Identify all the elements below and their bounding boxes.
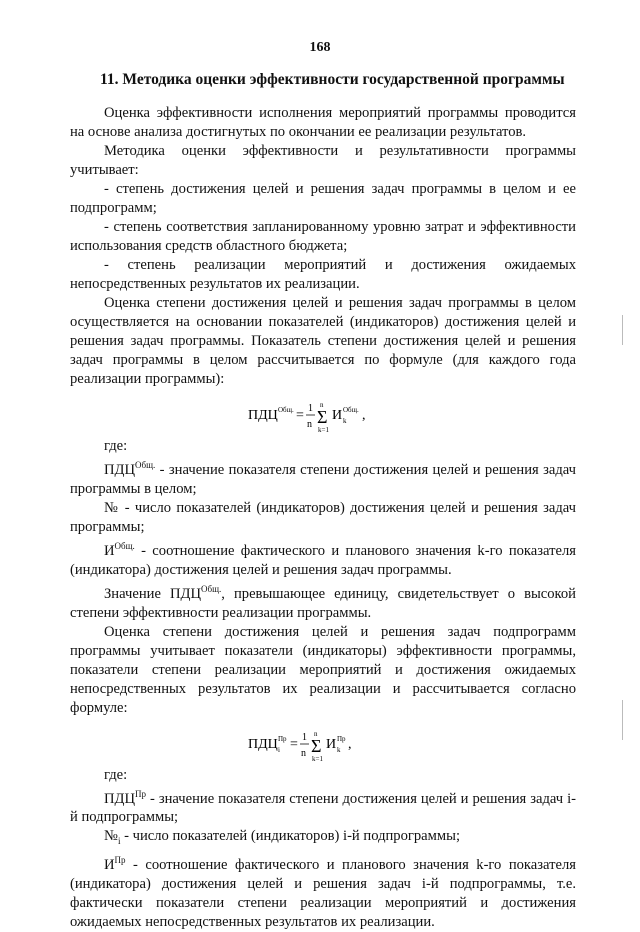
def-symbol: № xyxy=(104,828,118,845)
paragraph: Оценка степени достижения целей и решения задач подпрограмм программы учитывает показатели (индикаторы) эффективности программы, показатели степени реализации мероприятий и достижения ожидаемых непосредственных результатов их реализации и рассчитывается согласно формуле: xyxy=(70,623,576,716)
definition xyxy=(70,499,576,537)
definition xyxy=(70,537,576,580)
definition xyxy=(70,785,576,828)
formula-term-sub: k xyxy=(343,417,347,425)
def-symbol-sup: Пр xyxy=(135,788,147,799)
page-number: 168 xyxy=(309,40,331,55)
def-text: - значение показателя степени достижения целей и решения задач программы в целом; xyxy=(70,461,576,497)
sum-sign: Σ xyxy=(311,735,322,756)
list-item: - степень соответствия запланированному уровню затрат и эффективности использования средств областного бюджета; xyxy=(70,219,576,254)
formula-sum-top: n xyxy=(314,729,318,738)
formula-lhs: ПДЦ xyxy=(248,408,278,423)
def-symbol-sub: i xyxy=(117,836,121,847)
formula-sum-top: n xyxy=(320,401,324,409)
formula-tail: , xyxy=(362,408,366,423)
scan-margin-mark xyxy=(622,700,623,740)
def-text: - число показателей (индикаторов) достижения целей и решения задач программы; xyxy=(70,499,576,535)
def-symbol: И xyxy=(104,542,115,559)
paragraph: Методика оценки эффективности и результативности программы учитывает: xyxy=(70,143,576,178)
formula-num: 1 xyxy=(302,731,307,743)
formula-lhs-sub: i xyxy=(278,745,280,754)
formula-den: n xyxy=(307,419,312,430)
formula-term-sub: k xyxy=(337,745,341,754)
formula-eq: = xyxy=(296,408,304,423)
def-text: - значение показателя степени достижения целей и решения задач i-й подпрограммы; xyxy=(70,790,576,826)
list-item: - степень реализации мероприятий и достижения ожидаемых непосредственных результатов их реализации. xyxy=(70,257,576,292)
formula-lhs: ПДЦ xyxy=(248,736,278,752)
formula-term: И xyxy=(332,408,343,423)
formula-subprogram xyxy=(70,728,576,762)
formula-sum-bot: k=1 xyxy=(318,426,329,433)
formula-sum-bot: k=1 xyxy=(312,754,323,762)
inline-text: , превышающее единицу, свидетельствует о высокой степени эффективности реализации программы. xyxy=(70,585,576,621)
document-body xyxy=(70,104,576,932)
formula-term-sup: Общ. xyxy=(343,406,359,414)
inline-sup: Общ. xyxy=(201,583,222,594)
formula-term-sup: Пр xyxy=(337,734,346,743)
formula-lhs-sup: Общ. xyxy=(278,406,294,414)
def-symbol: № xyxy=(104,499,120,516)
def-text: - соотношение фактического и планового значения k-го показателя (индикатора) достижения целей и решения задач программы. xyxy=(70,542,576,578)
formula-lhs-sup: Пр xyxy=(278,734,287,743)
formula-term: И xyxy=(326,736,337,752)
inline-text: Значение ПДЦ xyxy=(104,585,202,602)
def-symbol-sup: Пр xyxy=(114,855,126,866)
section-title: 11. Методика оценки эффективности государственной программы xyxy=(100,71,565,88)
paragraph: Оценка степени достижения целей и решения задач программы в целом осуществляется на основании показателей (индикаторов) достижения целей и решения задач программы. Показатель степени достижения целей и решения задач программы в целом рассчитывается по формуле (для каждого года реализации программы): xyxy=(70,295,576,387)
def-symbol-sup: Общ. xyxy=(135,460,156,470)
list-item: - степень достижения целей и решения задач программы в целом и ее подпрограмм; xyxy=(70,181,576,216)
formula-tail: , xyxy=(348,736,352,752)
sum-sign: Σ xyxy=(317,407,328,427)
paragraph: Оценка эффективности исполнения мероприятий программы проводится на основе анализа достигнутых по окончании ее реализации результатов. xyxy=(70,105,576,140)
def-symbol: ПДЦ xyxy=(104,790,136,807)
formula-eq: = xyxy=(290,736,298,752)
def-symbol: ПДЦ xyxy=(104,461,136,478)
def-text: - соотношение фактического и планового значения k-го показателя (индикатора) достижения целей и решения задач i-й подпрограммы, т.е. фактически показатели степени реализации мероприятий и достижения ожидаемых непосредственных результатов их реализации. xyxy=(70,857,576,931)
definition xyxy=(70,456,576,499)
definition xyxy=(70,827,576,851)
def-text: - число показателей (индикаторов) i-й подпрограммы; xyxy=(120,828,460,845)
formula-num: 1 xyxy=(308,403,313,414)
def-symbol: И xyxy=(104,857,115,874)
paragraph xyxy=(70,580,576,623)
definition xyxy=(70,851,576,932)
formula-overall xyxy=(70,399,576,433)
where-label: где: xyxy=(104,438,128,454)
scan-margin-mark xyxy=(622,315,623,345)
def-symbol-sup: Общ. xyxy=(114,540,135,551)
where-label: где: xyxy=(104,766,128,783)
formula-den: n xyxy=(301,747,306,759)
